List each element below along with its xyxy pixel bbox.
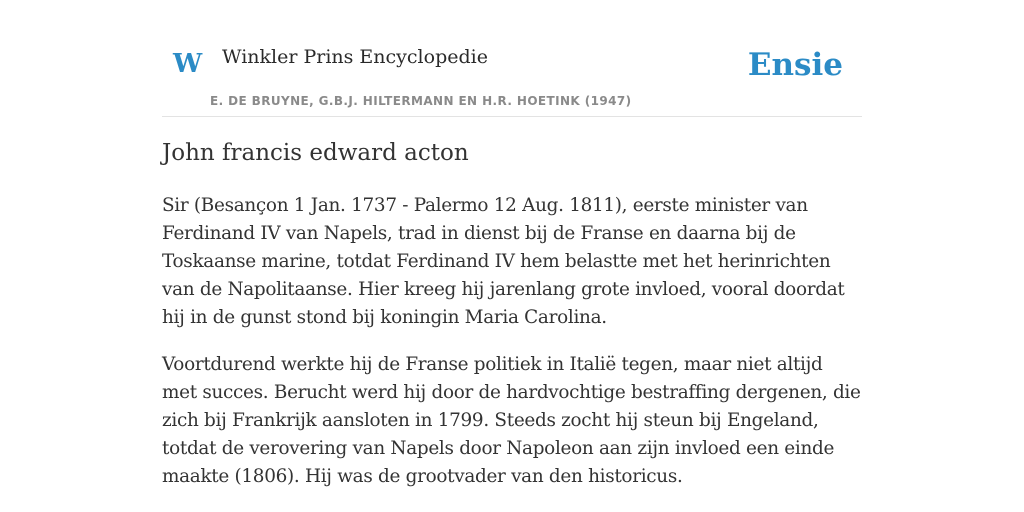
article-body xyxy=(162,192,862,510)
source-title[interactable]: Winkler Prins Encyclopedie xyxy=(222,46,488,68)
article-paragraph: Voortdurend werkte hij de Franse politiek in Italië tegen, maar niet altijd met succes. Berucht werd hij door de hardvochtige bestraffing dergenen, die zich bij Frankrijk aansloten in 1799. Steeds zocht hij steun bij Engeland, totdat de verovering van Napels door Napoleon aan zijn invloed een einde maakte (1806). Hij was de grootvader van den historicus. xyxy=(162,354,861,487)
article-paragraph: Sir (Besançon 1 Jan. 1737 - Palermo 12 Aug. 1811), eerste minister van Ferdinand IV van Napels, trad in dienst bij de Franse en daarna bij de Toskaanse marine, totdat Ferdinand IV hem belastte met het herinrichten van de Napolitaanse. Hier kreeg hij jarenlang grote invloed, vooral doordat hij in de gunst stond bij koningin Maria Carolina. xyxy=(162,195,845,328)
source-header xyxy=(162,0,862,117)
ensie-logo-link[interactable]: Ensie xyxy=(747,47,843,83)
article-title: John francis edward acton xyxy=(162,140,469,166)
winkler-prins-logo: W xyxy=(173,49,203,79)
page-container xyxy=(162,0,862,512)
source-authors: E. DE BRUYNE, G.B.J. HILTERMANN EN H.R. HOETINK (1947) xyxy=(210,94,632,108)
